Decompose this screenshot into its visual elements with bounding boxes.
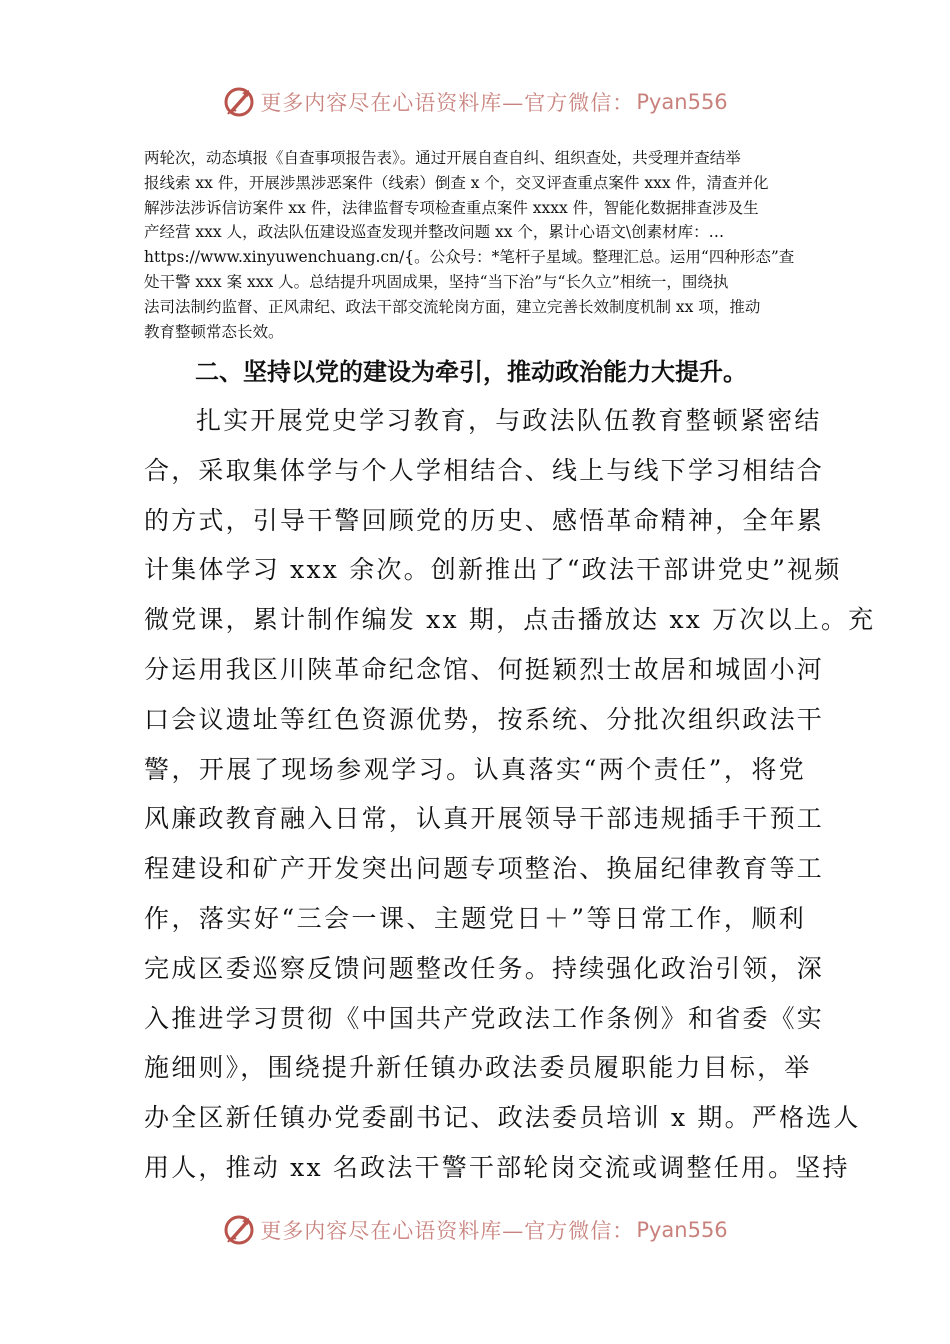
section-body bbox=[144, 396, 876, 1193]
paragraph-line: 法司法制约监督、正风肃纪、政法干部交流轮岗方面，建立完善长效制度机制 xx 项，推动 bbox=[144, 297, 761, 316]
body-line: 分运用我区川陕革命纪念馆、何挺颖烈士故居和城固小河 bbox=[144, 654, 825, 684]
body-line: 完成区委巡察反馈问题整改任务。持续强化政治引领，深 bbox=[144, 953, 825, 983]
paragraph-line: 教育整顿常态长效。 bbox=[144, 322, 284, 341]
body-line: 扎实开展党史学习教育，与政法队伍教育整顿紧密结 bbox=[196, 406, 822, 435]
pen-circle-logo-icon bbox=[222, 85, 256, 119]
body-line: 入推进学习贯彻《中国共产党政法工作条例》和省委《实 bbox=[144, 1003, 825, 1033]
body-line: 用人，推动 xx 名政法干警干部轮岗交流或调整任用。坚持 bbox=[144, 1152, 850, 1182]
body-line: 程建设和矿产开发突出问题专项整治、换届纪律教育等工 bbox=[144, 854, 825, 884]
body-line: 办全区新任镇办党委副书记、政法委员培训 x 期。严格选人 bbox=[144, 1103, 861, 1133]
paragraph-line: https://www.xinyuwenchuang.cn/{。公众号：*笔杆子星域。整理汇总。运用“四种形态”查 bbox=[144, 248, 795, 267]
watermark-text: 更多内容尽在心语资料库—官方微信： bbox=[260, 91, 635, 115]
continued-paragraph bbox=[144, 146, 806, 344]
body-line: 合，采取集体学与个人学相结合、线上与线下学习相结合 bbox=[144, 455, 825, 485]
paragraph-line: 处干警 xxx 案 xxx 人。总结提升巩固成果，坚持“当下治”与“长久立”相统一，围绕执 bbox=[144, 272, 729, 291]
body-line: 作，落实好“三会一课、主题党日＋”等日常工作，顺利 bbox=[144, 903, 806, 933]
watermark-banner-top bbox=[0, 82, 950, 122]
body-line: 的方式，引导干警回顾党的历史、感悟革命精神，全年累 bbox=[144, 505, 825, 535]
body-line: 口会议遗址等红色资源优势，按系统、分批次组织政法干 bbox=[144, 704, 825, 734]
paragraph-line: 解涉法涉诉信访案件 xx 件，法律监督专项检查重点案件 xxxx 件，智能化数据排查涉及生 bbox=[144, 198, 759, 217]
watermark-wechat-id: Pyan556 bbox=[636, 90, 728, 114]
body-line: 风廉政教育融入日常，认真开展领导干部违规插手干预工 bbox=[144, 804, 825, 834]
body-line: 微党课，累计制作编发 xx 期，点击播放达 xx 万次以上。充 bbox=[144, 605, 876, 635]
paragraph-line: 报线索 xx 件，开展涉黑涉恶案件（线索）倒查 x 个，交叉评查重点案件 xxx 件，清查并化 bbox=[144, 173, 769, 192]
body-line: 警，开展了现场参观学习。认真落实“两个责任”，将党 bbox=[144, 754, 806, 784]
body-line: 计集体学习 xxx 余次。创新推出了“政法干部讲党史”视频 bbox=[144, 555, 842, 585]
watermark-banner-bottom bbox=[0, 1210, 950, 1250]
watermark-text: 更多内容尽在心语资料库—官方微信： bbox=[260, 1219, 635, 1243]
watermark-wechat-id: Pyan556 bbox=[636, 1218, 728, 1242]
paragraph-line: 产经营 xxx 人，政法队伍建设巡查发现并整改问题 xx 个，累计心语文\创素材库：… bbox=[144, 223, 725, 242]
paragraph-line: 两轮次，动态填报《自查事项报告表》。通过开展自查自纠、组织查处，共受理并查结举 bbox=[144, 149, 741, 167]
section-heading: 二、坚持以党的建设为牵引，推动政治能力大提升。 bbox=[195, 358, 747, 386]
body-line: 施细则》，围绕提升新任镇办政法委员履职能力目标，举 bbox=[144, 1053, 812, 1083]
pen-circle-logo-icon bbox=[222, 1213, 256, 1247]
